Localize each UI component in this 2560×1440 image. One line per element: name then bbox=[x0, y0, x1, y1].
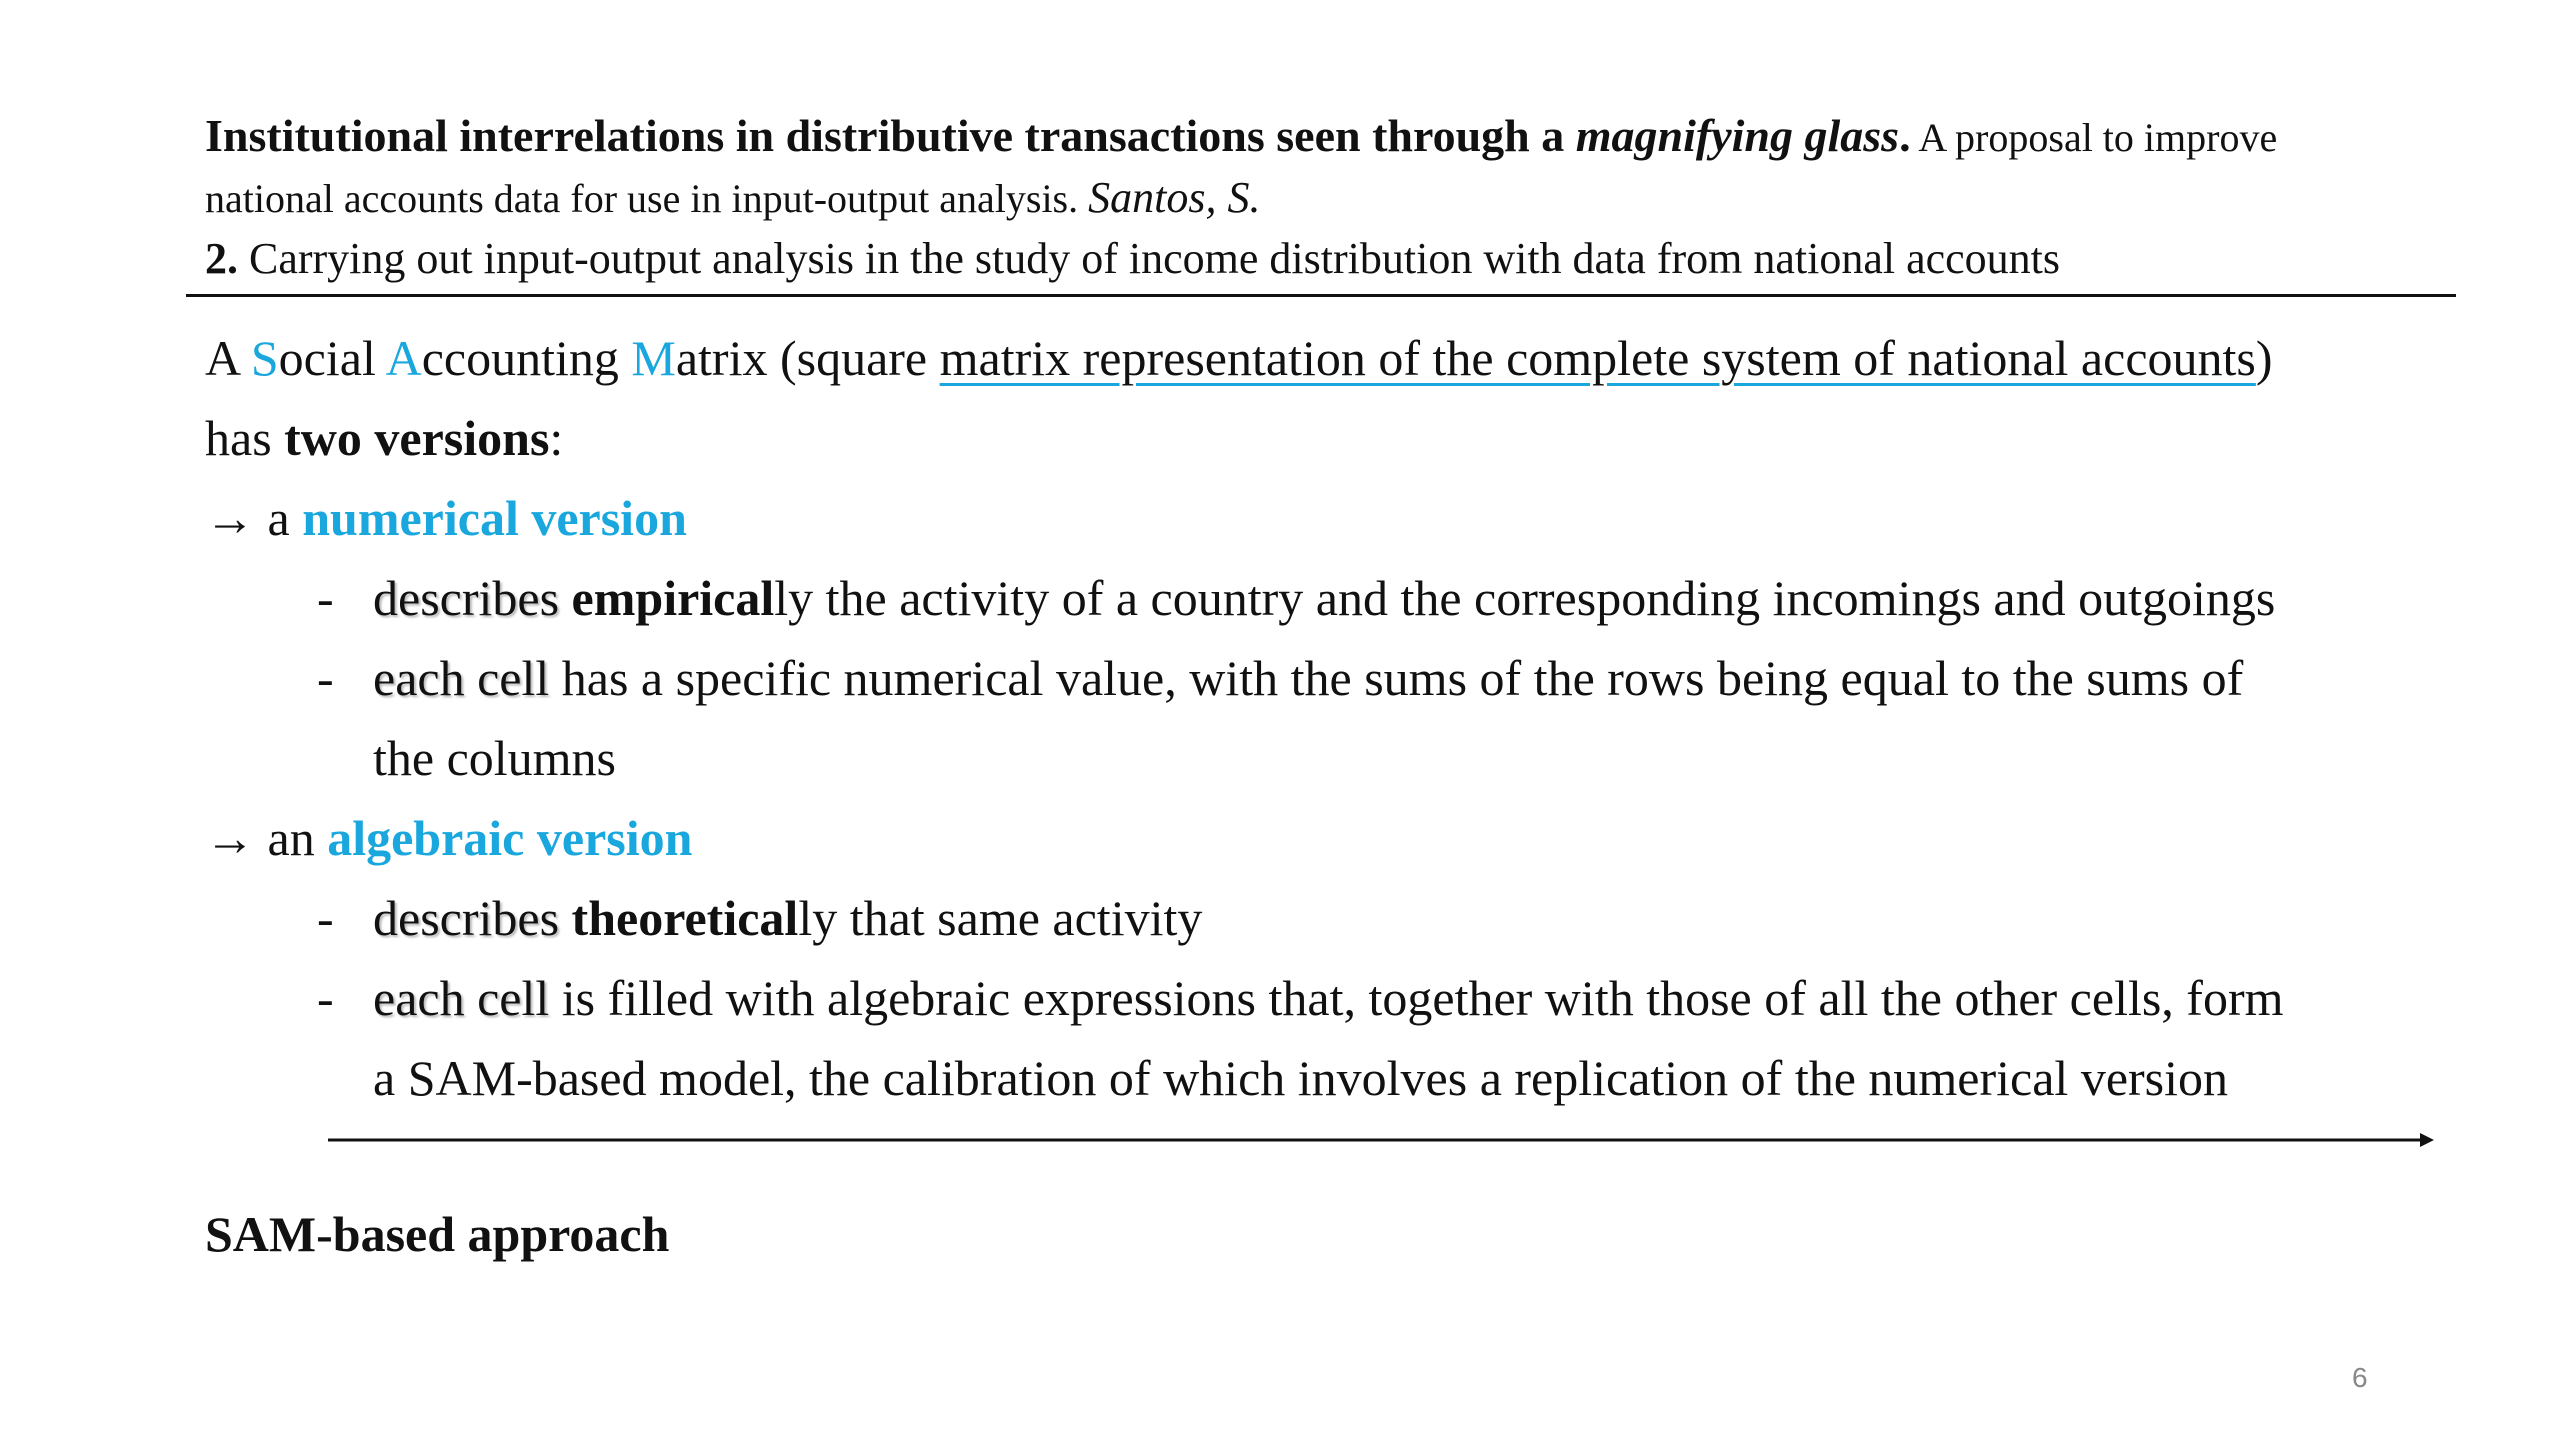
bullet-lead: each cell bbox=[373, 650, 550, 706]
bullet-dash: - bbox=[317, 890, 334, 946]
list-item bbox=[205, 638, 2455, 718]
header-line-1 bbox=[205, 106, 2445, 168]
numerical-version-label: numerical version bbox=[302, 490, 687, 546]
intro-text: atrix (square bbox=[675, 330, 940, 386]
intro-text: ) bbox=[2255, 330, 2273, 386]
bullet-bold-word: empirical bbox=[571, 570, 775, 626]
sna-link[interactable]: matrix representation of the complete system of national accounts bbox=[939, 330, 2256, 386]
numerical-version-heading bbox=[205, 478, 2455, 558]
section-title: Carrying out input-output analysis in the study of income distribution with data from national accounts bbox=[238, 234, 2061, 283]
bullet-continuation: a SAM-based model, the calibration of which involves a replication of the numerical version bbox=[373, 1050, 2229, 1106]
bullet-text: ly the activity of a country and the corresponding incomings and outgoings bbox=[774, 570, 2276, 626]
paper-subtitle-continued: national accounts data for use in input-output analysis. bbox=[205, 176, 1089, 221]
paper-title: Institutional interrelations in distributive transactions seen through a bbox=[205, 110, 1576, 161]
algebraic-version-label: algebraic version bbox=[327, 810, 693, 866]
header-line-2 bbox=[205, 168, 2445, 229]
slide-header bbox=[205, 106, 2445, 290]
bullet-lead: each cell bbox=[373, 970, 550, 1026]
bullet-text: has a specific numerical value, with the sums of the rows being equal to the sums of bbox=[549, 650, 2244, 706]
paper-subtitle: A proposal to improve bbox=[1910, 115, 2278, 160]
algebraic-version-heading bbox=[205, 798, 2455, 878]
bullet-lead: describes bbox=[373, 570, 560, 626]
header-line-3 bbox=[205, 229, 2445, 290]
intro-line-1 bbox=[205, 318, 2455, 398]
bullet-dash: - bbox=[317, 970, 334, 1026]
list-item bbox=[205, 878, 2455, 958]
acronym-a: A bbox=[385, 330, 422, 386]
header-divider bbox=[186, 294, 2456, 297]
intro-text: ocial bbox=[278, 330, 386, 386]
bullet-dash: - bbox=[317, 650, 334, 706]
two-versions: two versions bbox=[284, 410, 550, 466]
list-item bbox=[205, 558, 2455, 638]
bullet-bold-word: theoretical bbox=[571, 890, 799, 946]
arrow-icon: → a bbox=[205, 490, 303, 546]
slide-body bbox=[205, 318, 2455, 1118]
intro-text: A bbox=[205, 330, 251, 386]
intro-text: has bbox=[205, 410, 285, 466]
acronym-m: M bbox=[631, 330, 676, 386]
approach-heading: SAM-based approach bbox=[205, 1206, 670, 1262]
arrow-icon: → an bbox=[205, 810, 328, 866]
bullet-text: is filled with algebraic expressions that, together with those of all the other cells, form bbox=[549, 970, 2284, 1026]
page-number: 6 bbox=[2352, 1362, 2368, 1393]
acronym-s: S bbox=[250, 330, 279, 386]
paper-title-period: . bbox=[1899, 110, 1911, 161]
right-arrow-icon bbox=[328, 1128, 2434, 1152]
intro-text: ccounting bbox=[421, 330, 632, 386]
bullet-lead: describes bbox=[373, 890, 560, 946]
intro-text: : bbox=[549, 410, 564, 466]
bullet-continuation: the columns bbox=[373, 730, 617, 786]
bullet-text: ly that same activity bbox=[798, 890, 1203, 946]
intro-line-2 bbox=[205, 398, 2455, 478]
paper-title-italic: magnifying glass bbox=[1575, 110, 1900, 161]
bullet-dash: - bbox=[317, 570, 334, 626]
list-item bbox=[205, 958, 2455, 1038]
paper-author: Santos, S. bbox=[1088, 173, 1261, 222]
section-number: 2. bbox=[205, 234, 238, 283]
